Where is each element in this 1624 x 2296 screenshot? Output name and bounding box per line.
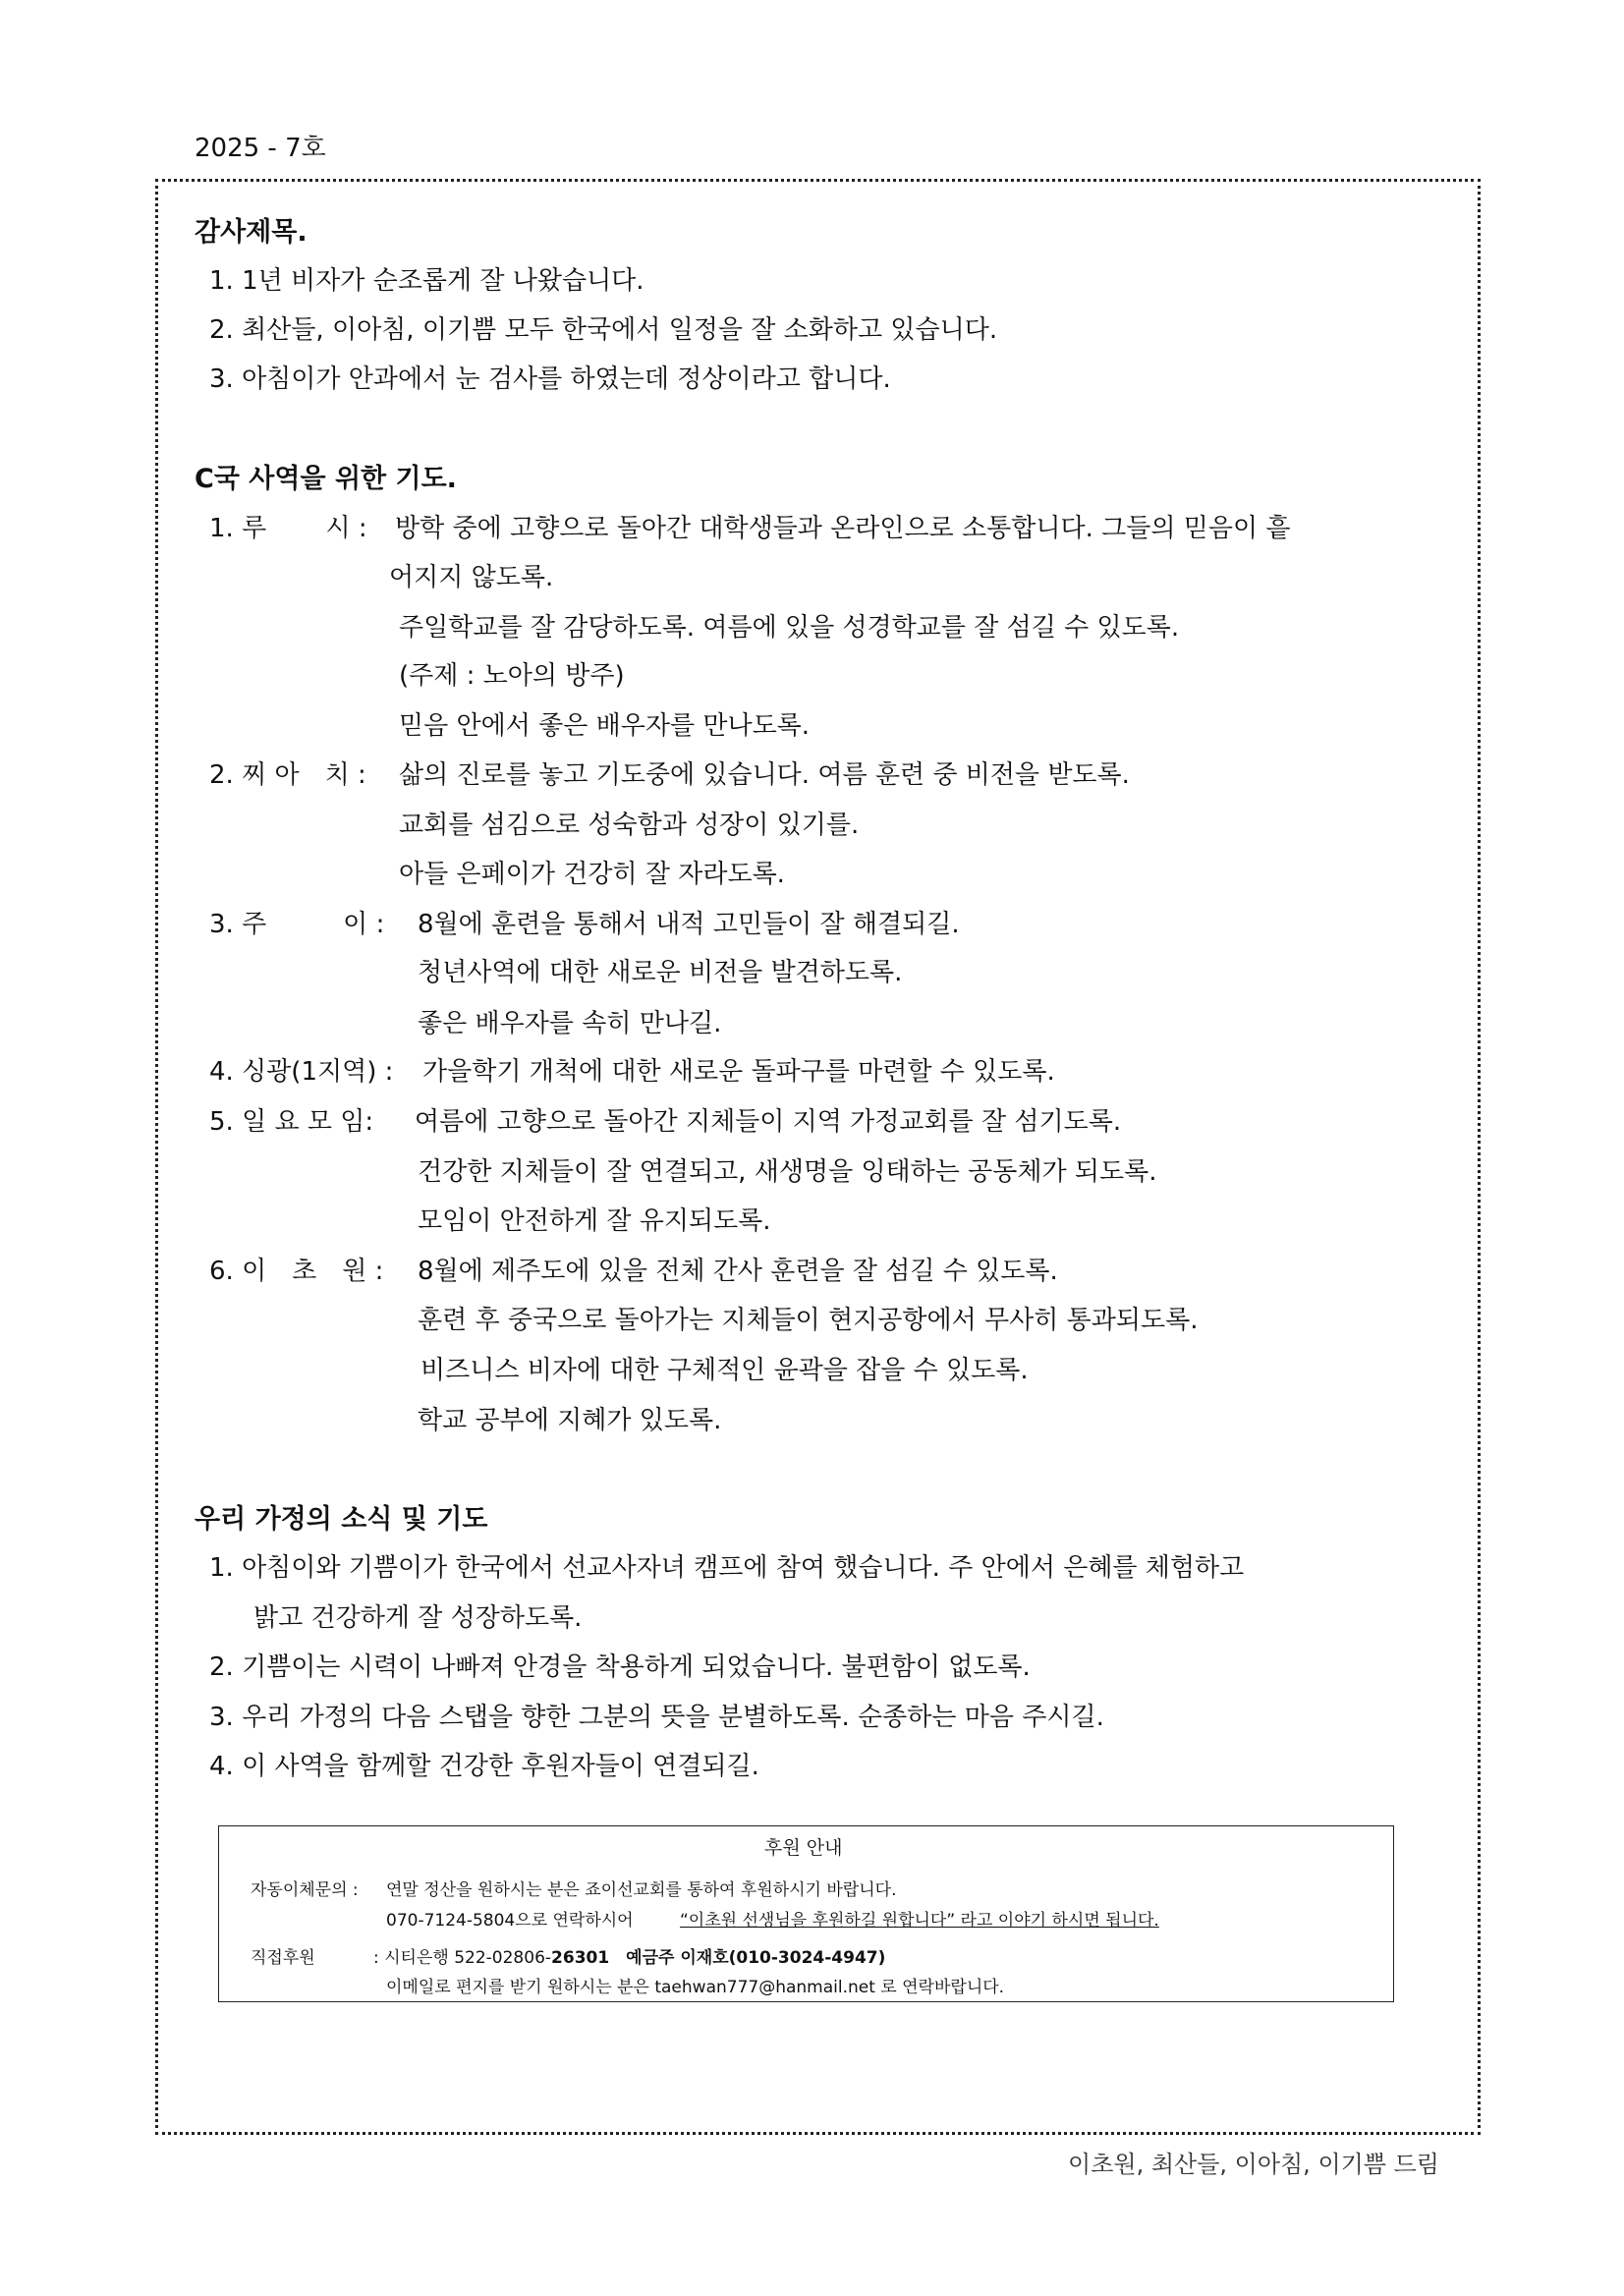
auto-transfer-phone: 070-7124-5804으로 연락하시어 (386, 1911, 634, 1931)
ministry-line: 8월에 훈련을 통해서 내적 고민들이 잘 해결되길. (418, 910, 960, 939)
ministry-line: 아들 은페이가 건강히 잘 자라도록. (399, 860, 785, 889)
ministry-line: 믿음 안에서 좋은 배우자를 만나도록. (399, 711, 811, 741)
ministry-label: 5. 일 요 모 임: (209, 1107, 374, 1137)
ministry-line: 모임이 안전하게 잘 유지되도록. (418, 1206, 771, 1236)
auto-transfer-text: 연말 정산을 원하시는 분은 죠이선교회를 통하여 후원하시기 바랍니다. (386, 1880, 897, 1900)
ministry-line: 비즈니스 비자에 대한 구체적인 윤곽을 잡을 수 있도록. (420, 1356, 1029, 1385)
account-holder: 26301 예금주 이재호(010-3024-4947) (551, 1948, 886, 1968)
ministry-line: 좋은 배우자를 속히 만나길. (418, 1009, 722, 1038)
ministry-line: (주제 : 노아의 방주) (399, 661, 625, 691)
ministry-heading: C국 사역을 위한 기도. (195, 464, 457, 494)
issue-number: 2025 - 7호 (195, 134, 326, 163)
ministry-line: 8월에 제주도에 있을 전체 간사 훈련을 잘 섬길 수 있도록. (418, 1257, 1058, 1286)
family-item: 3. 우리 가정의 다음 스탭을 향한 그분의 뜻을 분별하도록. 순종하는 마음 주시길. (209, 1703, 1104, 1732)
ministry-label: 2. 찌 아 치 : (209, 760, 366, 790)
ministry-line: 훈련 후 중국으로 돌아가는 지체들이 현지공항에서 무사히 통과되도록. (418, 1306, 1199, 1335)
direct-support-label: 직접후원 (251, 1948, 315, 1968)
ministry-line: 여름에 고향으로 돌아간 지체들이 지역 가정교회를 잘 섬기도록. (415, 1107, 1122, 1137)
ministry-line: 삶의 진로를 놓고 기도중에 있습니다. 여름 훈련 중 비전을 받도록. (399, 760, 1130, 790)
family-heading: 우리 가정의 소식 및 기도 (195, 1504, 488, 1535)
support-title: 후원 안내 (764, 1837, 843, 1859)
bank-account: : 시티은행 522-02806- (373, 1948, 552, 1968)
auto-transfer-label: 자동이체문의 : (251, 1880, 359, 1900)
ministry-line: 교회를 섬김으로 성숙함과 성장이 있기를. (399, 811, 860, 840)
thanks-item: 2. 최산들, 이아침, 이기쁨 모두 한국에서 일정을 잘 소화하고 있습니다. (209, 315, 998, 345)
ministry-line: 가을학기 개척에 대한 새로운 돌파구를 마련할 수 있도록. (422, 1057, 1055, 1087)
ministry-label: 1. 루 시 : (209, 514, 367, 543)
email-contact: 이메일로 편지를 받기 원하시는 분은 taehwan777@hanmail.net 로 연락바랍니다. (386, 1978, 1005, 1997)
family-item: 2. 기쁨이는 시력이 나빠져 안경을 착용하게 되었습니다. 불편함이 없도록. (209, 1652, 1031, 1682)
signature: 이초원, 최산들, 이아침, 이기쁨 드림 (1068, 2151, 1439, 2178)
thanks-item: 1. 1년 비자가 순조롭게 잘 나왔습니다. (209, 266, 644, 296)
ministry-line: 어지지 않도록. (389, 563, 554, 592)
ministry-label: 6. 이 초 원 : (209, 1257, 384, 1286)
ministry-label: 4. 싱광(1지역) : (209, 1057, 394, 1087)
ministry-line: 건강한 지체들이 잘 연결되고, 새생명을 잉태하는 공동체가 되도록. (418, 1157, 1157, 1187)
auto-transfer-instruction: “이초원 선생님을 후원하길 원합니다” 라고 이야기 하시면 됩니다. (680, 1911, 1159, 1931)
ministry-line: 학교 공부에 지혜가 있도록. (418, 1406, 722, 1435)
thanks-heading: 감사제목. (195, 217, 308, 248)
ministry-label: 3. 주 이 : (209, 910, 385, 939)
family-item: 4. 이 사역을 함께할 건강한 후원자들이 연결되길. (209, 1752, 759, 1781)
thanks-item: 3. 아침이가 안과에서 눈 검사를 하였는데 정상이라고 합니다. (209, 364, 891, 394)
ministry-line: 방학 중에 고향으로 돌아간 대학생들과 온라인으로 소통합니다. 그들의 믿음이 흩 (395, 514, 1291, 543)
ministry-line: 청년사역에 대한 새로운 비전을 발견하도록. (418, 958, 903, 987)
family-item: 밝고 건강하게 잘 성장하도록. (253, 1603, 583, 1633)
direct-support-account (373, 1948, 885, 1968)
family-item: 1. 아침이와 기쁨이가 한국에서 선교사자녀 캠프에 참여 했습니다. 주 안에서 은혜를 체험하고 (209, 1553, 1245, 1583)
ministry-line: 주일학교를 잘 감당하도록. 여름에 있을 성경학교를 잘 섬길 수 있도록. (399, 613, 1180, 643)
